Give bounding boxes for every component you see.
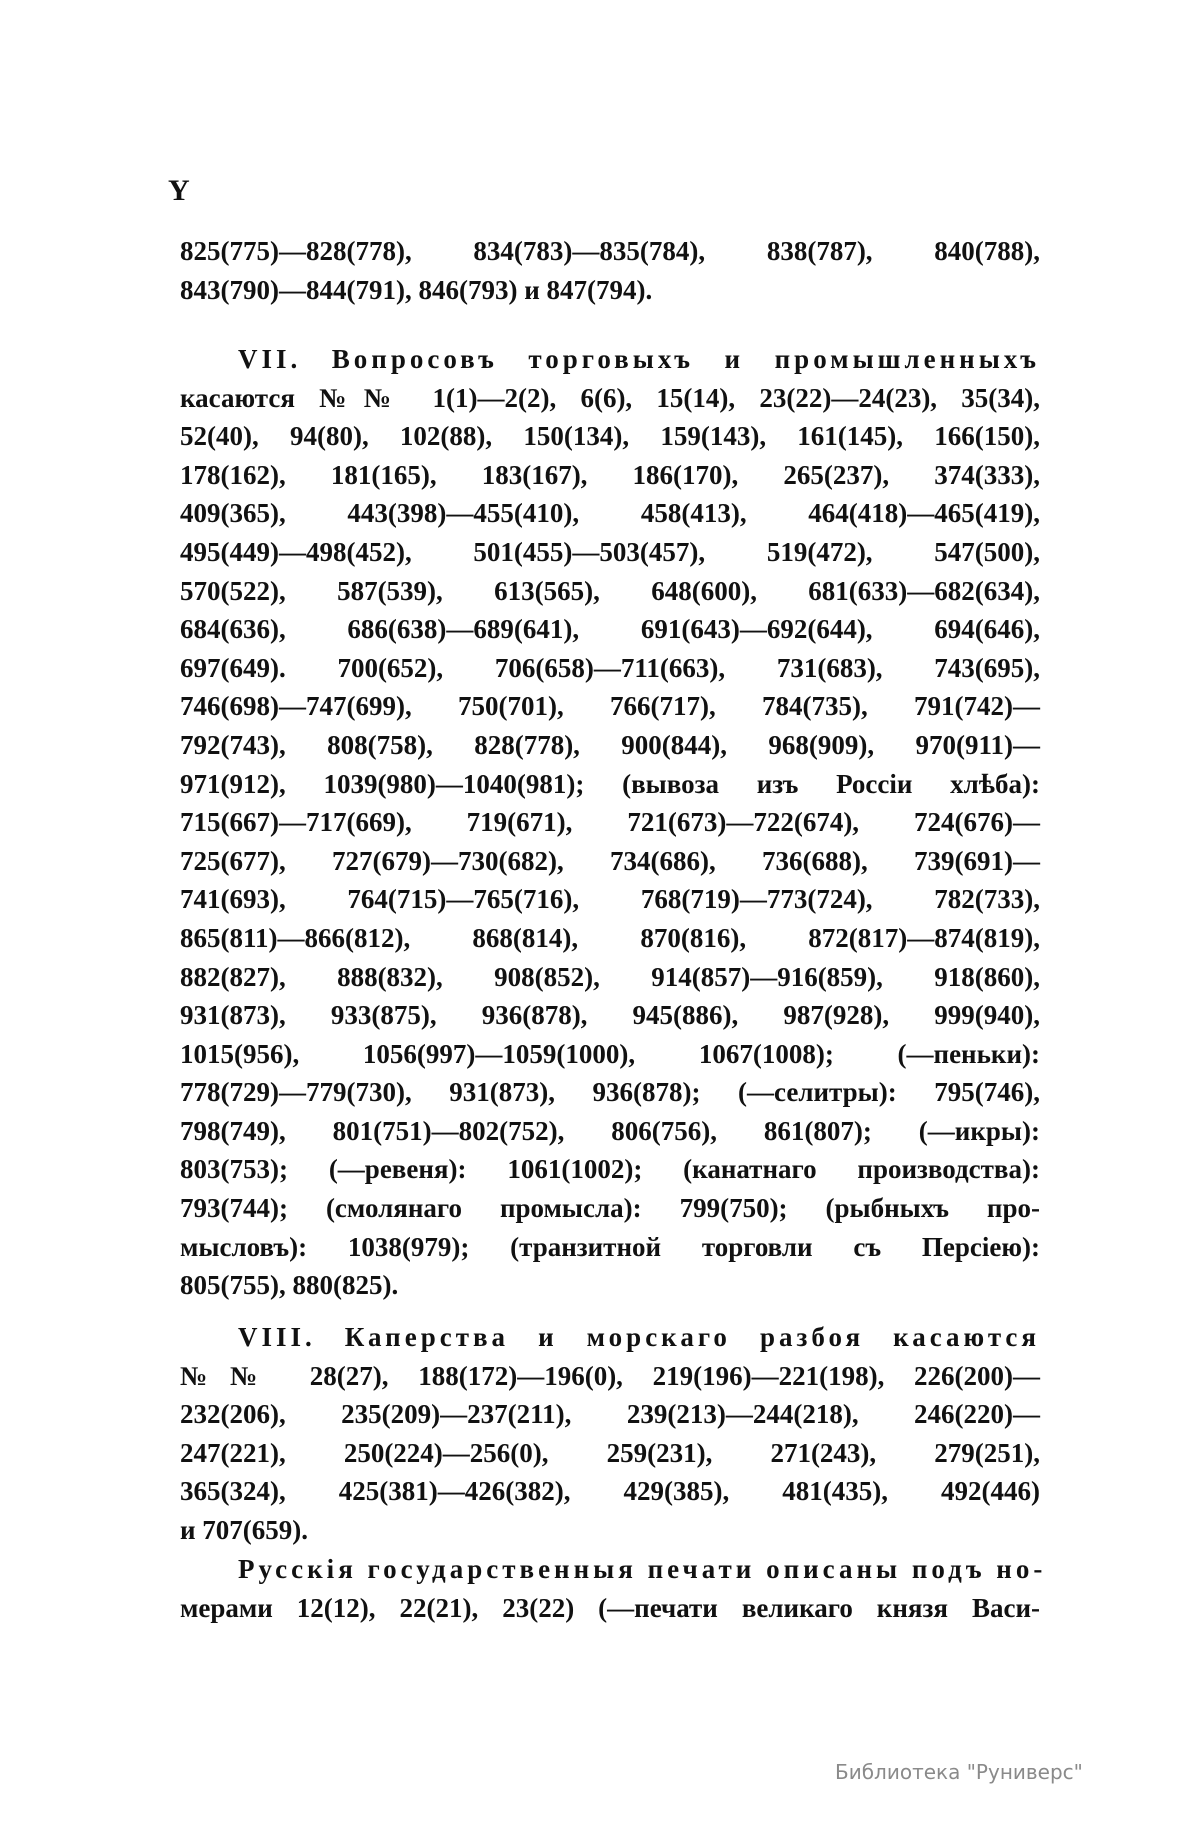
text-line: 409(365), 443(398)—455(410), 458(413), 464(418)—465(419), — [180, 498, 1040, 529]
text-line: 931(873), 933(875), 936(878), 945(886), 987(928), 999(940), — [180, 1000, 1040, 1031]
text-line: 232(206), 235(209)—237(211), 239(213)—244(218), 246(220)— — [180, 1399, 1040, 1430]
seals-paragraph — [180, 1550, 1047, 1627]
text-line: 865(811)—866(812), 868(814), 870(816), 872(817)—874(819), — [180, 922, 1040, 953]
text-line: мысловъ): 1038(979); (транзитной торговли съ Персіею): — [180, 1231, 1040, 1262]
section-viii-heading: VIII. Каперства и морскаго разбоя касаются — [238, 1322, 1040, 1352]
text-line: Русскія государственныя печати описаны подъ но- — [238, 1554, 1047, 1584]
text-line: 570(522), 587(539), 613(565), 648(600), 681(633)—682(634), — [180, 575, 1040, 606]
library-watermark: Библиотека "Руниверс" — [835, 1760, 1083, 1784]
text-line: 715(667)—717(669), 719(671), 721(673)—722(674), 724(676)— — [180, 807, 1040, 838]
text-line: 178(162), 181(165), 183(167), 186(170), 265(237), 374(333), — [180, 459, 1040, 490]
text-line: 793(744); (смолянаго промысла): 799(750); (рыбныхъ про- — [180, 1193, 1040, 1224]
text-line: 52(40), 94(80), 102(88), 150(134), 159(143), 161(145), 166(150), — [180, 421, 1040, 452]
text-line: касаются №№ 1(1)—2(2), 6(6), 15(14), 23(22)—24(23), 35(34), — [180, 382, 1040, 413]
text-line: 495(449)—498(452), 501(455)—503(457), 519(472), 547(500), — [180, 536, 1040, 567]
text-line: 798(749), 801(751)—802(752), 806(756), 861(807); (—икры): — [180, 1115, 1040, 1146]
text-line: 971(912), 1039(980)—1040(981); (вывоза изъ Россіи хлѣба): — [180, 768, 1040, 799]
text-line: 1015(956), 1056(997)—1059(1000), 1067(1008); (—пеньки): — [180, 1038, 1040, 1069]
text-line: 843(790)—844(791), 846(793) и 847(794). — [180, 274, 653, 305]
text-line: 805(755), 880(825). — [180, 1270, 399, 1301]
text-line: 825(775)—828(778), 834(783)—835(784), 838(787), 840(788), — [180, 236, 1040, 266]
section-vii-heading: VII. Вопросовъ торговыхъ и промышленныхъ — [238, 344, 1040, 374]
section-viii-paragraph — [180, 1318, 1040, 1550]
text-line: 247(221), 250(224)—256(0), 259(231), 271(243), 279(251), — [180, 1437, 1040, 1468]
text-line: 882(827), 888(832), 908(852), 914(857)—916(859), 918(860), — [180, 961, 1040, 992]
text-line: мерами 12(12), 22(21), 23(22) (—печати великаго князя Васи- — [180, 1592, 1040, 1623]
text-line: 741(693), 764(715)—765(716), 768(719)—773(724), 782(733), — [180, 884, 1040, 915]
section-vii-paragraph — [180, 340, 1040, 1305]
text-line: и 707(659). — [180, 1514, 309, 1545]
text-line: 803(753); (—ревеня): 1061(1002); (канатнаго производства): — [180, 1154, 1040, 1185]
text-line: 684(636), 686(638)—689(641), 691(643)—692(644), 694(646), — [180, 614, 1040, 645]
text-line: 792(743), 808(758), 828(778), 900(844), 968(909), 970(911)— — [180, 729, 1040, 760]
text-line: 725(677), 727(679)—730(682), 734(686), 736(688), 739(691)— — [180, 845, 1040, 876]
text-line: 365(324), 425(381)—426(382), 429(385), 481(435), 492(446) — [180, 1476, 1040, 1507]
text-line: №№ 28(27), 188(172)—196(0), 219(196)—221(198), 226(200)— — [180, 1360, 1040, 1391]
continuation-paragraph — [180, 232, 1040, 309]
text-line: 746(698)—747(699), 750(701), 766(717), 784(735), 791(742)— — [180, 691, 1040, 722]
page-number: Y — [168, 174, 190, 207]
text-line: 697(649). 700(652), 706(658)—711(663), 731(683), 743(695), — [180, 652, 1040, 683]
text-line: 778(729)—779(730), 931(873), 936(878); (—селитры): 795(746), — [180, 1077, 1040, 1108]
